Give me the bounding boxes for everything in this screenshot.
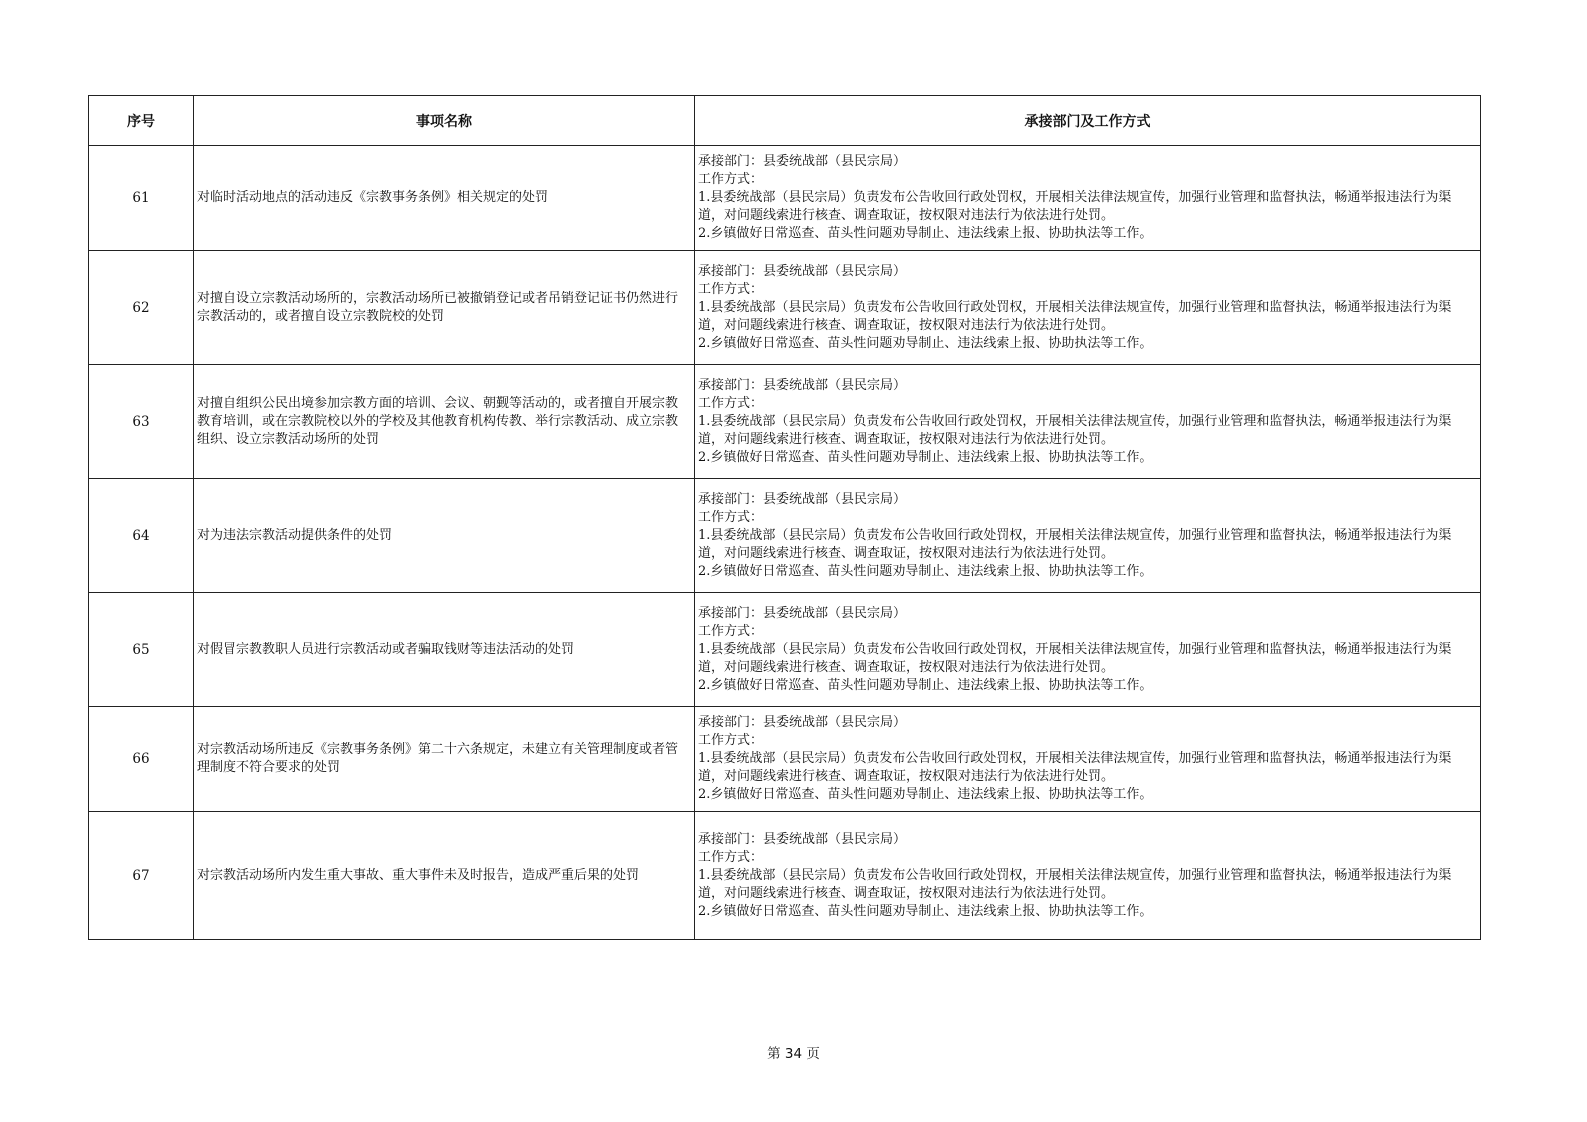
- row-serial-number: 65: [89, 593, 194, 707]
- work-method-label: 工作方式：: [698, 172, 764, 187]
- row-serial-number: 67: [89, 812, 194, 940]
- department-label: 承接部门：县委统战部（县民宗局）: [698, 491, 907, 507]
- work-method-step-2: 2.乡镇做好日常巡查、苗头性问题劝导制止、违法线索上报、协助执法等工作。: [698, 903, 1153, 919]
- work-method-step-2: 2.乡镇做好日常巡查、苗头性问题劝导制止、违法线索上报、协助执法等工作。: [698, 449, 1153, 465]
- row-department-method: [695, 251, 1481, 365]
- work-method-label: 工作方式：: [698, 623, 764, 639]
- work-method-step-1: 1.县委统战部（县民宗局）负责发布公告收回行政处罚权，开展相关法律法规宣传，加强行业管理和监督执法，畅通举报违法行为渠道，对问题线索进行核查、调查取证，按权限对违法行为依法进行处罚。: [698, 867, 1452, 901]
- row-department-method: [695, 593, 1481, 707]
- row-serial-number: 64: [89, 479, 194, 593]
- department-label: 承接部门：县委统战部（县民宗局）: [698, 715, 907, 730]
- work-method-step-1: 1.县委统战部（县民宗局）负责发布公告收回行政处罚权，开展相关法律法规宣传，加强行业管理和监督执法，畅通举报违法行为渠道，对问题线索进行核查、调查取证，按权限对违法行为依法进行处罚。: [698, 527, 1452, 561]
- department-label: 承接部门：县委统战部（县民宗局）: [698, 377, 907, 393]
- row-item-name: 对擅自组织公民出境参加宗教方面的培训、会议、朝觐等活动的，或者擅自开展宗教教育培训，或在宗教院校以外的学校及其他教育机构传教、举行宗教活动、成立宗教组织、设立宗教活动场所的处罚: [194, 365, 695, 479]
- work-method-label: 工作方式：: [698, 733, 764, 748]
- table-row: [89, 479, 1481, 593]
- work-method-step-1: 1.县委统战部（县民宗局）负责发布公告收回行政处罚权，开展相关法律法规宣传，加强行业管理和监督执法，畅通举报违法行为渠道，对问题线索进行核查、调查取证，按权限对违法行为依法进行处罚。: [698, 413, 1452, 447]
- work-method-step-2: 2.乡镇做好日常巡查、苗头性问题劝导制止、违法线索上报、协助执法等工作。: [698, 677, 1153, 693]
- row-item-name: 对为违法宗教活动提供条件的处罚: [194, 479, 695, 593]
- table-row: [89, 146, 1481, 251]
- work-method-step-1: 1.县委统战部（县民宗局）负责发布公告收回行政处罚权，开展相关法律法规宣传，加强行业管理和监督执法，畅通举报违法行为渠道，对问题线索进行核查、调查取证，按权限对违法行为依法进行处罚。: [698, 190, 1452, 223]
- work-method-step-1: 1.县委统战部（县民宗局）负责发布公告收回行政处罚权，开展相关法律法规宣传，加强行业管理和监督执法，畅通举报违法行为渠道，对问题线索进行核查、调查取证，按权限对违法行为依法进行处罚。: [698, 751, 1452, 784]
- header-department-method: 承接部门及工作方式: [695, 96, 1481, 146]
- items-table: [88, 95, 1481, 940]
- department-label: 承接部门：县委统战部（县民宗局）: [698, 605, 907, 621]
- row-serial-number: 62: [89, 251, 194, 365]
- department-label: 承接部门：县委统战部（县民宗局）: [698, 154, 907, 169]
- table-row: [89, 365, 1481, 479]
- row-department-method: [695, 812, 1481, 940]
- row-item-name: 对宗教活动场所违反《宗教事务条例》第二十六条规定，未建立有关管理制度或者管理制度不符合要求的处罚: [194, 707, 695, 812]
- row-serial-number: 63: [89, 365, 194, 479]
- row-item-name: 对擅自设立宗教活动场所的，宗教活动场所已被撤销登记或者吊销登记证书仍然进行宗教活动的，或者擅自设立宗教院校的处罚: [194, 251, 695, 365]
- row-department-method: [695, 479, 1481, 593]
- row-department-method: [695, 146, 1481, 251]
- work-method-label: 工作方式：: [698, 395, 764, 411]
- table-row: [89, 812, 1481, 940]
- work-method-step-2: 2.乡镇做好日常巡查、苗头性问题劝导制止、违法线索上报、协助执法等工作。: [698, 787, 1153, 802]
- work-method-step-2: 2.乡镇做好日常巡查、苗头性问题劝导制止、违法线索上报、协助执法等工作。: [698, 226, 1153, 241]
- table-row: [89, 593, 1481, 707]
- page-number: 第 34 页: [767, 1046, 820, 1062]
- work-method-step-2: 2.乡镇做好日常巡查、苗头性问题劝导制止、违法线索上报、协助执法等工作。: [698, 335, 1153, 351]
- row-item-name: 对临时活动地点的活动违反《宗教事务条例》相关规定的处罚: [194, 146, 695, 251]
- work-method-step-1: 1.县委统战部（县民宗局）负责发布公告收回行政处罚权，开展相关法律法规宣传，加强行业管理和监督执法，畅通举报违法行为渠道，对问题线索进行核查、调查取证，按权限对违法行为依法进行处罚。: [698, 641, 1452, 675]
- row-department-method: [695, 707, 1481, 812]
- work-method-step-1: 1.县委统战部（县民宗局）负责发布公告收回行政处罚权，开展相关法律法规宣传，加强行业管理和监督执法，畅通举报违法行为渠道，对问题线索进行核查、调查取证，按权限对违法行为依法进行处罚。: [698, 299, 1452, 333]
- row-item-name: 对假冒宗教教职人员进行宗教活动或者骗取钱财等违法活动的处罚: [194, 593, 695, 707]
- work-method-label: 工作方式：: [698, 281, 764, 297]
- table-row: [89, 251, 1481, 365]
- header-serial-number: 序号: [89, 96, 194, 146]
- work-method-label: 工作方式：: [698, 509, 764, 525]
- work-method-label: 工作方式：: [698, 849, 764, 865]
- row-item-name: 对宗教活动场所内发生重大事故、重大事件未及时报告，造成严重后果的处罚: [194, 812, 695, 940]
- table-row: [89, 707, 1481, 812]
- department-label: 承接部门：县委统战部（县民宗局）: [698, 263, 907, 279]
- row-serial-number: 66: [89, 707, 194, 812]
- work-method-step-2: 2.乡镇做好日常巡查、苗头性问题劝导制止、违法线索上报、协助执法等工作。: [698, 563, 1153, 579]
- header-row: [89, 96, 1481, 146]
- row-department-method: [695, 365, 1481, 479]
- department-label: 承接部门：县委统战部（县民宗局）: [698, 831, 907, 847]
- row-serial-number: 61: [89, 146, 194, 251]
- header-item-name: 事项名称: [194, 96, 695, 146]
